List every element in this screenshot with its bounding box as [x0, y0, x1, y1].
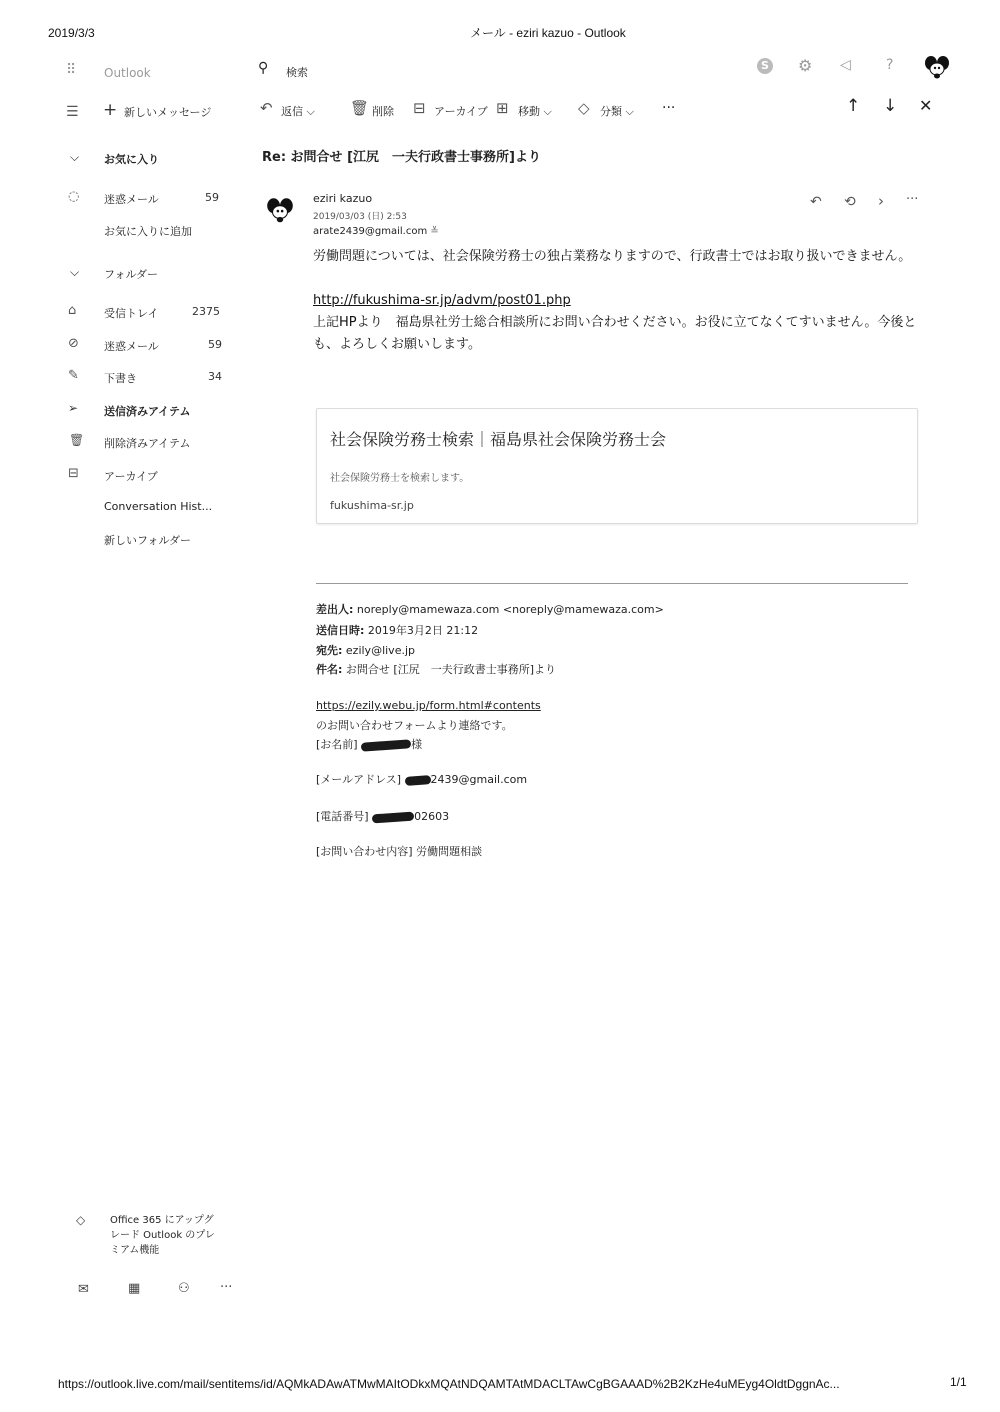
more-actions-icon[interactable]: ···: [906, 192, 919, 207]
mail-icon[interactable]: ✉: [78, 1282, 89, 1297]
print-date: 2019/3/3: [48, 26, 95, 40]
sidebar-count: 2375: [192, 305, 220, 318]
app-name[interactable]: Outlook: [104, 66, 151, 80]
inbox-icon: ⌂: [68, 303, 77, 318]
trash-icon: 🗑: [69, 433, 85, 447]
inquiry-value: 労働問題相談: [416, 845, 483, 858]
phone-value: 02603: [414, 810, 450, 823]
quoted-from-label: 差出人:: [316, 603, 354, 616]
sidebar-item-conversation-history[interactable]: Conversation Hist...: [104, 500, 213, 513]
redaction: [404, 775, 431, 786]
sidebar-item-new-folder[interactable]: 新しいフォルダー: [104, 534, 192, 547]
quoted-from-value: noreply@mamewaza.com <noreply@mamewaza.com>: [356, 603, 664, 616]
quoted-sent-label: 送信日時:: [316, 624, 365, 637]
message-subject: Re: お問合せ [江尻 一夫行政書士事務所]より: [262, 150, 541, 165]
sidebar-item-junk[interactable]: 迷惑メール: [104, 340, 159, 353]
quoted-to-label: 宛先:: [316, 644, 343, 657]
move-button[interactable]: [518, 103, 552, 119]
tag-icon: ◇: [578, 99, 590, 117]
trash-icon: 🗑: [350, 99, 370, 117]
calendar-icon[interactable]: ▦: [128, 1281, 141, 1296]
form-link[interactable]: https://ezily.webu.jp/form.html#contents: [316, 699, 541, 712]
redaction: [361, 739, 412, 751]
sidebar-item-archive[interactable]: アーカイブ: [104, 470, 158, 483]
more-button[interactable]: ···: [662, 100, 676, 116]
junk-icon: ◌: [68, 189, 80, 204]
reply-button[interactable]: [281, 103, 315, 119]
print-url: https://outlook.live.com/mail/sentitems/id/AQMkADAwATMwMAItODkxMQAtNDQAMTAtMDACLTAwCgBGAAAD%2B2KzHe4uMEyg4OldtDggnAc...: [58, 1377, 840, 1391]
chevron-down-icon[interactable]: ⌵: [306, 105, 315, 118]
archive-icon: ⊟: [413, 99, 426, 117]
quoted-to: [316, 642, 415, 658]
print-title: メール - eziri kazuo - Outlook: [470, 26, 626, 40]
chevron-down-icon: ⌵: [625, 105, 634, 118]
print-page: 1/1: [950, 1375, 967, 1389]
delete-button[interactable]: 削除: [372, 105, 394, 118]
sidebar-item-drafts[interactable]: 下書き: [104, 372, 137, 385]
name-suffix: 様: [411, 738, 423, 751]
add-favorite-link[interactable]: お気に入りに追加: [104, 225, 192, 238]
divider: [316, 583, 908, 584]
body-link[interactable]: http://fukushima-sr.jp/advm/post01.php: [313, 293, 571, 308]
card-title[interactable]: 社会保険労務士検索｜福島県社会保険労務士会: [330, 430, 667, 449]
diamond-icon: ◇: [76, 1213, 86, 1227]
upgrade-link[interactable]: [110, 1213, 215, 1258]
body-paragraph-2: 上記HPより 福島県社労士総合相談所にお問い合わせください。お役に立てなくてすいません。今後とも、よろしくお願いします。: [313, 315, 917, 352]
card-description: 社会保険労務士を検索します。: [330, 473, 470, 484]
form-inquiry: [316, 843, 482, 859]
block-icon: ⊘: [68, 336, 79, 351]
sidebar-item-sent[interactable]: 送信済みアイテム: [104, 405, 191, 418]
quoted-subject-value: お問合せ [江尻 一夫行政書士事務所]より: [345, 663, 556, 676]
chevron-down-icon[interactable]: ⌵: [70, 150, 80, 164]
more-apps-icon[interactable]: ···: [220, 1280, 233, 1295]
avatar[interactable]: [922, 52, 952, 82]
redaction: [372, 811, 415, 823]
sidebar-count: 34: [208, 370, 222, 383]
body-paragraph-1: 労働問題については、社会保険労務士の独占業務なりますので、行政書士ではお取り扱いできません。: [313, 249, 912, 264]
sidebar-count: 59: [208, 338, 222, 351]
arrow-up-icon[interactable]: ↑: [846, 96, 861, 116]
upgrade-line: レード Outlook のプレ: [110, 1230, 215, 1241]
sidebar-count: 59: [205, 191, 219, 204]
send-icon: ➢: [68, 401, 79, 415]
sender-avatar: [264, 194, 296, 226]
form-email: [316, 771, 527, 787]
megaphone-icon[interactable]: ◁: [840, 57, 851, 73]
plus-icon: +: [103, 100, 118, 120]
upgrade-line: ミアム機能: [110, 1245, 160, 1256]
recipient-email: arate2439@gmail.com: [313, 226, 428, 237]
folders-header[interactable]: フォルダー: [104, 268, 159, 281]
categorize-label: 分類: [600, 105, 622, 118]
form-intro: のお問い合わせフォームより連絡です。: [316, 719, 513, 732]
email-value: 2439@gmail.com: [430, 773, 528, 786]
archive-icon: ⊟: [68, 466, 79, 481]
form-name: [316, 736, 422, 752]
chevron-down-icon[interactable]: ⌵: [70, 265, 80, 279]
app-launcher-icon[interactable]: ⠿: [66, 62, 77, 78]
reply-label: 返信: [281, 105, 303, 118]
quoted-sent: [316, 622, 478, 638]
people-icon[interactable]: ⚇: [178, 1281, 190, 1296]
search-icon[interactable]: ⚲: [258, 60, 269, 76]
help-icon[interactable]: ?: [886, 57, 894, 73]
upgrade-line: Office 365 にアップグ: [110, 1215, 214, 1226]
close-icon[interactable]: ✕: [919, 96, 933, 115]
recipient[interactable]: [313, 226, 439, 237]
quoted-from: [316, 601, 664, 617]
form-phone: [316, 808, 449, 824]
move-label: 移動: [518, 105, 540, 118]
sidebar-item-junk-fav[interactable]: 迷惑メール: [104, 193, 159, 206]
card-domain: fukushima-sr.jp: [330, 499, 414, 512]
inquiry-label: [お問い合わせ内容]: [316, 845, 413, 858]
forward-icon[interactable]: ›: [878, 192, 884, 210]
chevron-down-icon: ⌵: [543, 105, 552, 118]
email-label: [メールアドレス]: [316, 773, 402, 786]
reply-icon: ↶: [260, 99, 273, 117]
quoted-subject: [316, 661, 556, 677]
quoted-subject-label: 件名:: [316, 663, 343, 676]
new-message-button[interactable]: 新しいメッセージ: [124, 106, 212, 119]
search-input[interactable]: 検索: [286, 66, 308, 79]
quoted-to-value: ezily@live.jp: [345, 644, 415, 657]
move-icon: ⊞: [496, 99, 509, 117]
hamburger-icon[interactable]: ☰: [66, 104, 79, 120]
message-date: 2019/03/03 (日) 2:53: [313, 212, 407, 222]
gear-icon[interactable]: ⚙: [798, 56, 813, 75]
sidebar-item-deleted[interactable]: 削除済みアイテム: [104, 437, 191, 450]
pencil-icon: ✎: [68, 368, 79, 383]
name-label: [お名前]: [316, 738, 358, 751]
phone-label: [電話番号]: [316, 810, 369, 823]
archive-button[interactable]: アーカイブ: [434, 105, 488, 118]
sidebar-item-inbox[interactable]: 受信トレイ: [104, 307, 159, 320]
chevron-double-down-icon: ≚: [430, 226, 439, 237]
reply-all-icon[interactable]: ⟲: [844, 194, 856, 210]
sender-name[interactable]: eziri kazuo: [313, 192, 373, 205]
favorites-header[interactable]: お気に入り: [104, 153, 159, 166]
link-preview-card[interactable]: [316, 408, 918, 524]
arrow-down-icon[interactable]: ↓: [883, 96, 898, 116]
categorize-button[interactable]: [600, 103, 634, 119]
quoted-sent-value: 2019年3月2日 21:12: [367, 624, 479, 637]
skype-icon[interactable]: S: [757, 58, 773, 74]
reply-icon[interactable]: ↶: [810, 194, 822, 210]
